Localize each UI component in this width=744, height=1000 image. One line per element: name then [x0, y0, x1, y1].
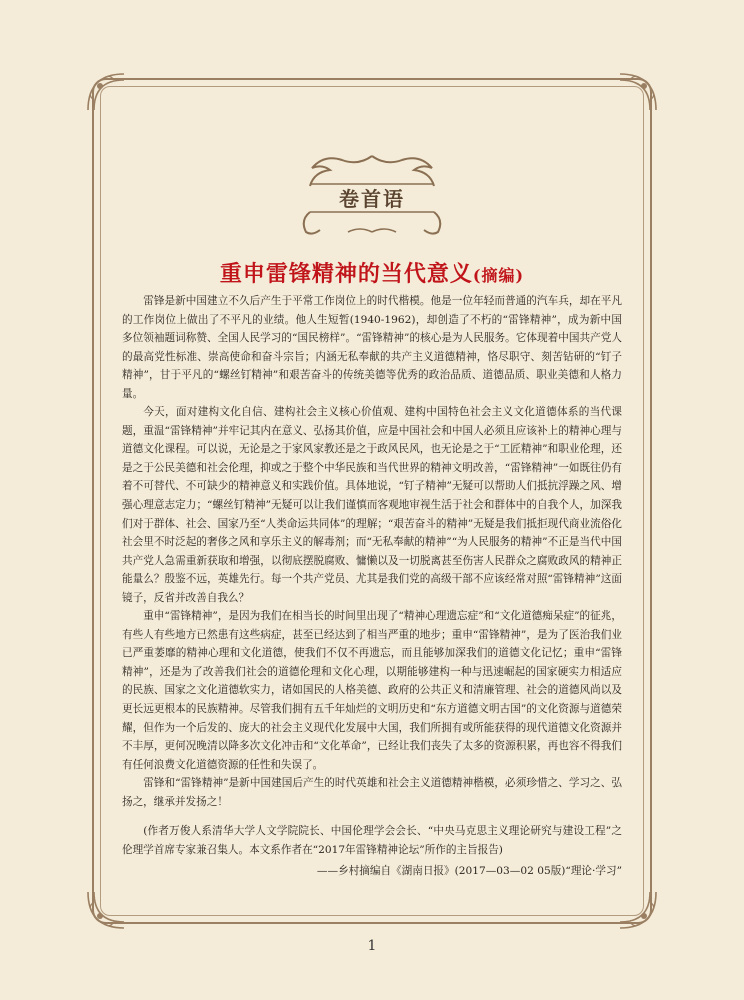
article-title-text: 重申雷锋精神的当代意义	[219, 261, 473, 287]
paragraph: 雷锋是新中国建立不久后产生于平常工作岗位上的时代楷模。他是一位年轻而普通的汽车兵，却在平凡的工作岗位上做出了不平凡的业绩。他人生短暂(1940-1962)，却创造了不朽的“雷锋精神”，成为新中国多位领袖题词称赞、全国人民学习的“国民榜样”。“雷锋精神”的核心是为人民服务。它体现着中国共产党人的最高党性标准、崇高使命和奋斗宗旨；内涵无私奉献的共产主义道德精神，恪尽职守、刻苦钻研的“钉子精神”，甘于平凡的“螺丝钉精神”和艰苦奋斗的传统美德等优秀的政治品质、道德品质、职业美德和人格力量。	[122, 295, 622, 400]
article-body	[122, 292, 622, 811]
attribution	[122, 822, 622, 881]
section-title: 卷首语	[339, 187, 405, 211]
paragraph: 雷锋和“雷锋精神”是新中国建国后产生的时代英雄和社会主义道德精神楷模，必须珍惜之、学习之、弘扬之，继承并发扬之！	[122, 777, 622, 808]
paragraph: 今天，面对建构文化自信、建构社会主义核心价值观、建构中国特色社会主义文化道德体系的当代课题，重温“雷锋精神”并牢记其内在意义、弘扬其价值，应是中国社会和中国人必须且应该补上的精神心理与道德文化课程。可以说，无论是之于家风家教还是之于政风民风，也无论是之于“工匠精神”和职业伦理，还是之于公民美德和社会伦理，抑或之于整个中华民族和当代世界的精神文明改善，“雷锋精神”一如既往仍有着不可替代、不可缺少的精神意义和实践价值。具体地说，“钉子精神”无疑可以帮助人们抵抗浮躁之风、增强心理意志定力；“螺丝钉精神”无疑可以让我们谨慎而客观地审视生活于社会和群体中的自我个人，加深我们对于群体、社会、国家乃至“人类命运共同体”的理解；“艰苦奋斗的精神”无疑是我们抵拒现代商业流俗化社会里不时泛起的奢侈之风和享乐主义的解毒剂；而“无私奉献的精神”“为人民服务的精神”不正是当代中国共产党人急需重新获取和增强，以彻底摆脱腐败、慵懒以及一切脱离甚至伤害人民群众之腐败政风的精神正能量么？殷鉴不远，英雄先行。每一个共产党员、尤其是我们党的高级干部不应该经常对照“雷锋精神”这面镜子，反省并改善自我么？	[122, 406, 622, 604]
corner-ornament-icon	[84, 886, 130, 932]
corner-ornament-icon	[614, 70, 660, 116]
author-note: (作者万俊人系清华大学人文学院院长、中国伦理学会会长、“中央马克思主义理论研究与建设工程”之伦理学首席专家兼召集人。本文系作者在“2017年雷锋精神论坛”所作的主旨报告)	[122, 825, 622, 856]
paragraph: 重申“雷锋精神”，是因为我们在相当长的时间里出现了“精神心理遗忘症”和“文化道德痴呆症”的征兆，有些人有些地方已然患有这些病症，甚至已经达到了相当严重的地步；重申“雷锋精神”，是为了医治我们业已严重萎靡的精神心理和文化道德，使我们不仅不再遗忘，而且能够加深我们的道德文化记忆；重申“雷锋精神”，还是为了改善我们社会的道德伦理和文化心理，以期能够建构一种与迅速崛起的国家硬实力相适应的民族、国家之文化道德软实力，诸如国民的人格美德、政府的公共正义和清廉管理、社会的道德风尚以及更长远更根本的民族精神。尽管我们拥有五千年灿烂的文明历史和“东方道德文明古国”的文化资源与道德荣耀，但作为一个后发的、庞大的社会主义现代化发展中大国，我们所拥有或所能获得的现代道德文化资源并不丰厚，更何况晚清以降多次文化冲击和“文化革命”，已经让我们丧失了太多的资源积累，再也容不得我们有任何浪费文化道德资源的任性和失误了。	[122, 610, 622, 771]
source-line: ——乡村摘编自《湖南日报》(2017—03—02 05版)“理论·学习”	[316, 865, 622, 877]
corner-ornament-icon	[614, 886, 660, 932]
article-title-suffix: (摘编)	[472, 266, 525, 285]
article-title	[100, 257, 644, 288]
page-number: 1	[367, 938, 377, 954]
corner-ornament-icon	[84, 70, 130, 116]
